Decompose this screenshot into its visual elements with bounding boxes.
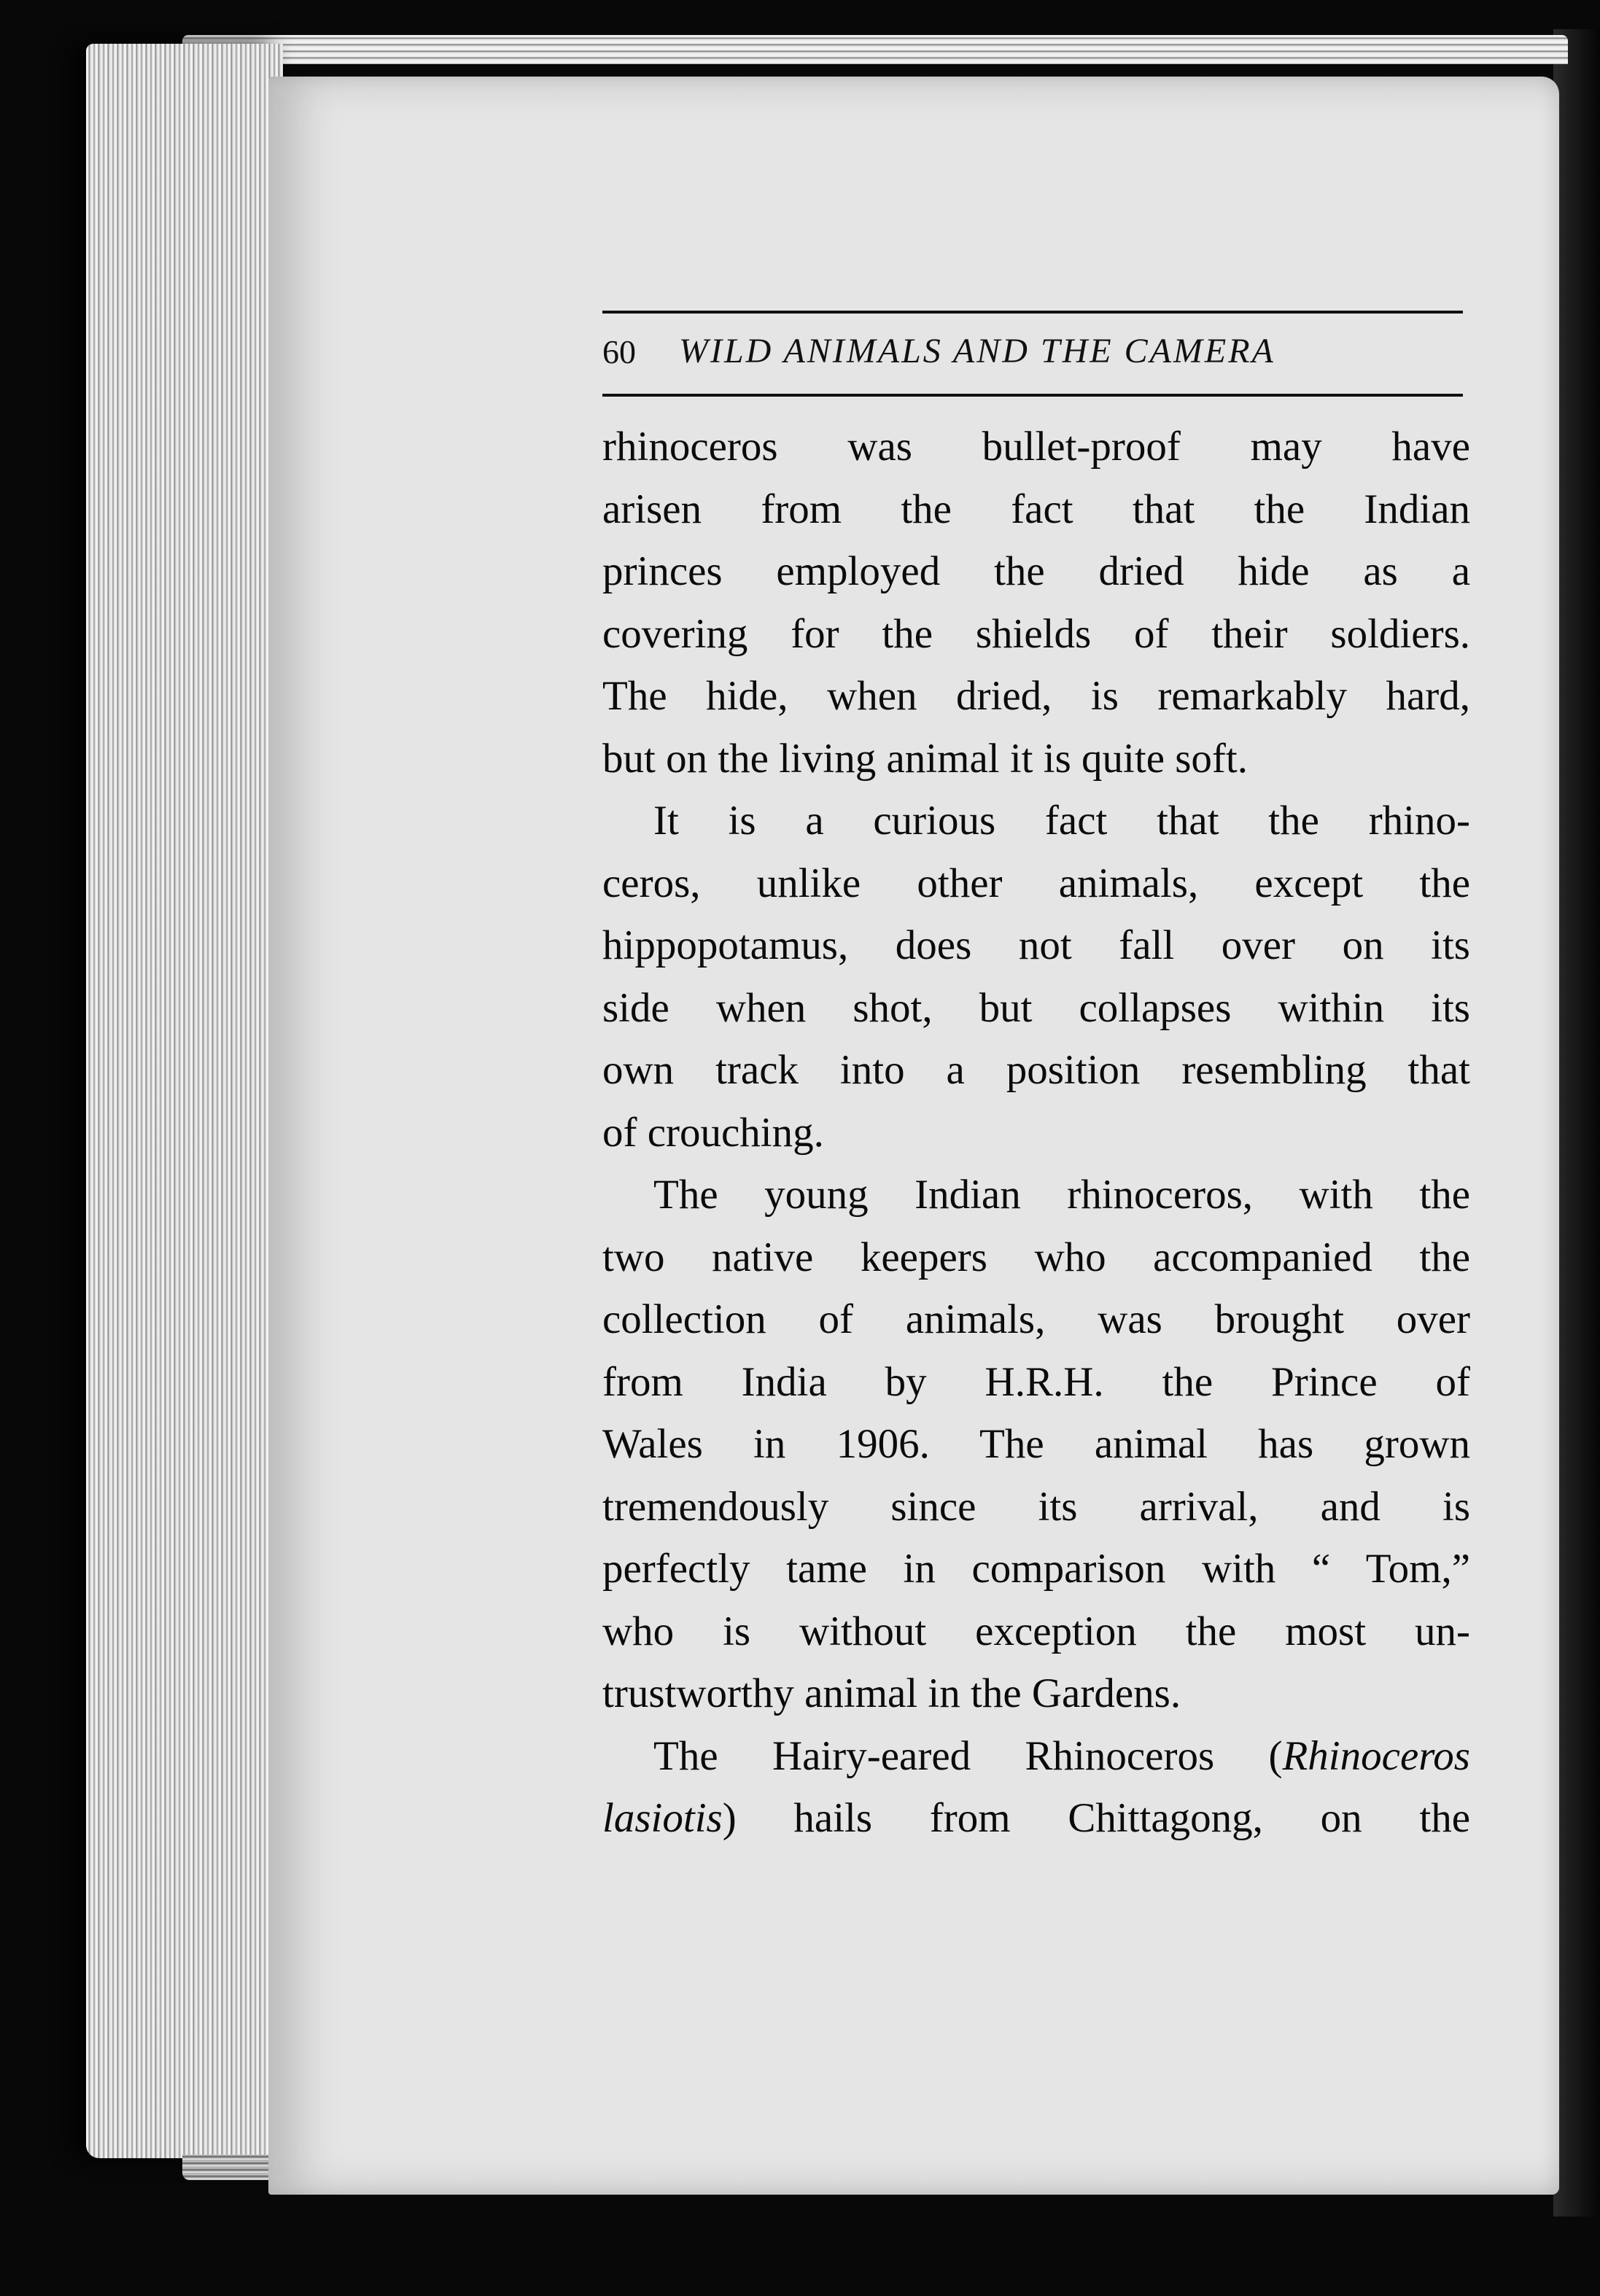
text-line: The hide, when dried, is remarkably hard, xyxy=(602,673,1470,719)
text-line: from India by H.R.H. the Prince of xyxy=(602,1358,1470,1405)
page-number: 60 xyxy=(602,333,636,370)
text-line xyxy=(602,1787,1470,1850)
italic-species-name: lasiotis xyxy=(602,1795,723,1841)
text-line: The young Indian rhinoceros, with the xyxy=(653,1172,1470,1218)
text-line: Wales in 1906. The animal has grown xyxy=(602,1421,1470,1467)
text-line: covering for the shields of their soldiers. xyxy=(602,610,1470,657)
text-line: of crouching. xyxy=(602,1109,824,1156)
text-line: but on the living animal it is quite soft. xyxy=(602,735,1248,782)
running-head xyxy=(602,311,1463,397)
body-text xyxy=(602,416,1470,1850)
page-stack-top-edge xyxy=(182,35,1568,64)
text-segment: The Hairy-eared Rhinoceros ( xyxy=(653,1732,1283,1779)
text-line: rhinoceros was bullet-proof may have xyxy=(602,424,1470,470)
text-line: tremendously since its arrival, and is xyxy=(602,1483,1470,1530)
text-segment: ) hails from Chittagong, on the xyxy=(722,1795,1470,1841)
italic-species-name: Rhinoceros xyxy=(1282,1732,1470,1779)
text-line: who is without exception the most un- xyxy=(602,1608,1470,1654)
page-stack-left-edge xyxy=(86,44,283,2158)
text-line xyxy=(602,1725,1470,1788)
text-line: princes employed the dried hide as a xyxy=(602,548,1470,594)
text-line: trustworthy animal in the Gardens. xyxy=(602,1670,1181,1716)
book-right-edge xyxy=(1553,29,1600,2217)
text-line: side when shot, but collapses within its xyxy=(602,984,1470,1031)
text-line: perfectly tame in comparison with “ Tom,” xyxy=(602,1546,1470,1592)
text-line: own track into a position resembling that xyxy=(602,1047,1470,1093)
text-line: It is a curious fact that the rhino- xyxy=(653,798,1470,844)
text-line: hippopotamus, does not fall over on its xyxy=(602,922,1470,968)
text-line: arisen from the fact that the Indian xyxy=(602,486,1470,532)
text-line: ceros, unlike other animals, except the xyxy=(602,860,1470,906)
running-head-title: WILD ANIMALS AND THE CAMERA xyxy=(679,332,1275,370)
text-line: two native keepers who accompanied the xyxy=(602,1234,1470,1280)
text-line: collection of animals, was brought over xyxy=(602,1296,1470,1342)
